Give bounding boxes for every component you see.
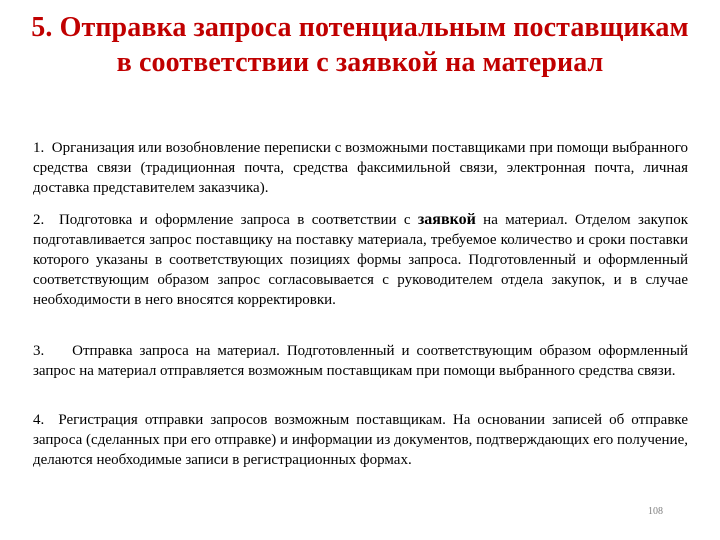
paragraph-2-emphasis: заявкой bbox=[417, 211, 476, 228]
paragraph-2-text-before: Подготовка и оформление запроса в соответствии с bbox=[58, 212, 418, 228]
paragraph-1-text: Организация или возобновление переписки с возможными поставщиками при помощи выбранного средства связи (традиционная почта, средства факсимильной связи, электронная почта, личная доставка представителем заказчика). bbox=[33, 140, 688, 196]
paragraph-3-text: Отправка запроса на материал. Подготовленный и соответствующим образом оформленный запрос на материал отправляется возможным поставщикам при помощи выбранного средства связи. bbox=[33, 343, 688, 379]
page-number: 108 bbox=[648, 506, 663, 517]
paragraph-1-number: 1. bbox=[33, 140, 45, 156]
paragraph-2-number: 2. bbox=[33, 212, 45, 228]
paragraph-2-text-after: на материал. Отделом закупок подготавливается запрос поставщику на поставку материала, требуемое количество и сроки поставки которого указаны в соответствующих позициях формы запроса. Подготовленный и оформленный соответствующим образом запрос согласовывается с руководителем отдела закупок, и в случае необходимости в него вносятся корректировки. bbox=[33, 212, 689, 308]
paragraph-2 bbox=[33, 210, 688, 310]
paragraph-4-text: Регистрация отправки запросов возможным поставщикам. На основании записей об отправке запроса (сделанных при его отправке) и информации из документов, подтверждающих его получение, делаются необходимые записи в регистрационных формах. bbox=[33, 412, 688, 468]
slide-title: 5. Отправка запроса потенциальным поставщикам в соответствии с заявкой на материал bbox=[31, 12, 689, 78]
paragraph-3-number: 3. bbox=[33, 343, 45, 359]
paragraph-4-number: 4. bbox=[33, 412, 45, 428]
paragraph-1 bbox=[33, 138, 688, 198]
paragraph-4 bbox=[33, 410, 688, 470]
paragraph-3 bbox=[33, 341, 688, 381]
